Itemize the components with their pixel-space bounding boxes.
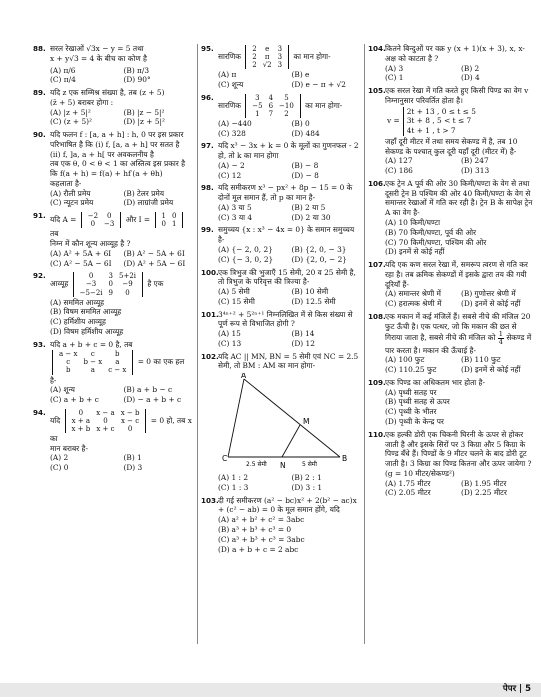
question-number: 101. — [201, 309, 219, 319]
option-b[interactable]: (B) 1.95 मीटर — [461, 478, 507, 488]
question-text: यदि एक कण सरल रेखा में, समरूप त्वरण से गति कर रहा है। तब क्रमिक सेकण्डों में इसके द्वारा तय की गयी दूरियाँ हैं- — [385, 260, 528, 289]
option-a[interactable]: (A) रौली प्रमेय — [50, 188, 91, 198]
option-a[interactable]: (A) 1.75 मीटर — [385, 478, 431, 488]
question-text: सेकण्ड में पार करता है। मकान की ऊँचाई है- — [385, 333, 532, 355]
question-text: एक त्रिभुज की भुजाएँ 15 सेमी, 20 व 25 सेमी है, तो त्रिभुज के परिवृत्त की त्रिज्या है- — [218, 267, 356, 287]
option-b[interactable]: (B) टेलर प्रमेय — [123, 188, 165, 198]
triangle-diagram — [222, 373, 352, 471]
option-c[interactable]: (C) {− 3, 0, 2} — [218, 254, 274, 264]
option-a[interactable]: (A) समान्तर श्रेणी में — [385, 289, 441, 299]
question-text: तब — [50, 229, 59, 239]
question-number: 95. — [201, 44, 214, 53]
option-b[interactable]: (B) |z − 5|² — [123, 107, 165, 117]
question-text: सारणिक — [218, 100, 241, 110]
option-b[interactable]: (B) A² − 5A + 6I — [123, 248, 185, 258]
option-c[interactable]: (C) 328 — [218, 128, 246, 138]
determinant: a − x c b c b − x a b a c − x — [52, 350, 133, 374]
question-number: 94. — [33, 407, 46, 417]
question-98 — [201, 183, 361, 222]
option-b[interactable]: (B) पृथ्वी सतह से ऊपर — [385, 397, 450, 407]
option-d[interactable]: (D) 313 — [461, 166, 490, 176]
vertex-label-n: N — [280, 461, 286, 471]
question-107 — [368, 260, 533, 309]
option-c[interactable]: (C) 13 — [218, 338, 242, 348]
question-text: है- — [50, 375, 57, 385]
option-a[interactable]: (A) A² + 5A + 6I — [50, 248, 112, 258]
question-104 — [368, 44, 533, 83]
option-a[interactable]: (A) सममित आव्यूह — [50, 297, 105, 307]
question-108 — [368, 312, 533, 375]
question-text: यदि x³ − 3x + k = 0 के मूलों का गुणनफल - 2 हो, तो k का मान होगा — [218, 141, 359, 161]
option-d[interactable]: (D) a + b + c = 2 abc — [218, 544, 299, 554]
question-text: यदि AC || MN, BN = 5 सेमी एवं NC = 2.5 सेमी, तो BM : AM का मान होगा- — [218, 351, 359, 371]
option-c[interactable]: (C) (z + 5)² — [50, 117, 92, 127]
determinant: 0 x − a x − b x + a 0 x − c x + b x + c 0 — [65, 409, 147, 433]
question-text: आव्यूह — [50, 279, 69, 289]
question-91 — [33, 211, 193, 268]
option-b[interactable]: (B) − 8 — [291, 160, 319, 170]
column-1 — [33, 44, 193, 476]
option-a[interactable]: (A) a² + b² + c² = 3abc — [218, 515, 305, 525]
option-b[interactable]: (B) 14 — [291, 329, 315, 339]
question-text: एक हल्की डोरी एक चिकनी घिरनी के ऊपर से होकर जाती है और इसके सिरों पर 3 किग्रा और 5 किग्रा के पिण्ड बँधे हैं। पिण्डों के 9 मीटर चलने के बाद डोरी टूट जाती है। 3 किग्रा का पिण्ड कितना और ऊपर जायेगा ? (g = 10 मीटर/सेकण्ड²) — [385, 429, 532, 478]
question-text: 3⁴ⁿ⁺² + 5²ⁿ⁺¹ निम्नलिखित में से किस संख्या से पूर्ण रूप से विभाजित होगी ? — [218, 309, 353, 329]
option-d[interactable]: (D) 12 — [291, 338, 315, 348]
question-number: 107. — [368, 260, 386, 270]
fraction — [498, 331, 504, 345]
length-label-nc: 2.5 सेमी — [246, 461, 267, 469]
question-number: 92. — [33, 271, 46, 281]
question-102 — [201, 352, 361, 493]
option-c[interactable]: (C) A² − 5A − 6I — [50, 258, 112, 268]
question-text: निम्न में कौन शून्य आव्यूह है ? — [50, 239, 131, 249]
option-d[interactable]: (D) |z + 5|² — [123, 117, 165, 127]
option-a[interactable]: (A) −440 — [218, 118, 252, 128]
question-94 — [33, 408, 193, 473]
matrix: 0 3 5+2i −3 0 −9 −5−2i 9 0 — [73, 272, 143, 296]
option-b[interactable]: (B) 2 या 5 — [291, 202, 326, 212]
question-text: = 0 का एक हल — [137, 357, 185, 367]
question-text: यदि समीकरण x³ − px² + 8p − 15 = 0 के दोनों मूल समान हैं, तो p का मान है- — [218, 183, 353, 203]
option-d[interactable]: (D) विषम हर्मिशीय आव्यूह — [50, 326, 124, 336]
option-c[interactable]: (C) शून्य — [218, 79, 244, 89]
column-divider — [197, 44, 198, 644]
option-b[interactable]: (B) 70 किमी/घण्टा, पूर्व की ओर — [385, 227, 477, 237]
option-c[interactable]: (C) पृथ्वी के भीतर — [385, 407, 437, 417]
length-label-bn: 5 सेमी — [302, 461, 317, 469]
option-c[interactable]: (C) a + b + c — [50, 395, 99, 405]
question-text: जहाँ दूरी मीटर में तथा समय सेकण्ड में है, तब 10 सेकण्ड के पश्चात् कुल दूरी यहाँ दूरी (मीटर में) है- — [385, 136, 518, 156]
option-c[interactable]: (C) 1 — [385, 73, 404, 83]
question-text: का मान होगा- — [305, 100, 343, 110]
option-c[interactable]: (C) 186 — [385, 166, 413, 176]
option-b[interactable]: (B) {2, 0, − 3} — [291, 245, 347, 254]
question-100 — [201, 268, 361, 307]
option-a[interactable]: (A) 15 — [218, 329, 241, 339]
question-number: 97. — [201, 141, 214, 151]
question-text: मान बराबर है- — [50, 443, 88, 453]
option-c[interactable]: (C) 12 — [218, 170, 242, 180]
question-105 — [368, 86, 533, 176]
option-a[interactable]: (A) {− 2, 0, 2} — [218, 245, 273, 254]
question-text: x + y√3 = 4 के बीच का कोण है — [50, 53, 147, 63]
option-a[interactable]: (A) पृथ्वी सतह पर — [385, 387, 437, 397]
option-b[interactable]: (B) 110 फुट — [461, 355, 501, 365]
question-number: 91. — [33, 211, 46, 221]
column-2 — [201, 44, 361, 557]
option-c[interactable]: (C) 15 सेमी — [218, 296, 255, 306]
option-d[interactable]: (D) 4 — [461, 73, 480, 83]
option-a[interactable]: (A) − 2 — [218, 160, 245, 170]
option-a[interactable]: (A) |z + 5|² — [50, 107, 91, 117]
option-d[interactable]: (D) 2.25 मीटर — [461, 488, 507, 498]
option-b[interactable]: (B) विषम सममित आव्यूह — [50, 307, 122, 317]
option-a[interactable]: (A) 2 — [50, 453, 69, 463]
question-text: यदि फलन f : [a, a + h] : h, 0 पर इस प्रकार परिभाषित है कि (i) f, [a, a + h] पर सतत है (ii) f, ]a, a + h[ पर अवकलनीय है तब एक θ, 0 < θ < 1 का अस्तित्व इस प्रकार है कि f(a + h) = f(a) + hf′(a + θh) कहलाता है- — [50, 130, 186, 188]
question-text: का मान होगा- — [293, 52, 331, 62]
vertex-label-m: M — [303, 417, 310, 427]
option-b[interactable]: (B) 2 — [461, 63, 480, 73]
option-b[interactable]: (B) a + b − c — [123, 385, 173, 395]
question-88 — [33, 44, 193, 85]
side-ab — [244, 379, 340, 457]
piece-3: 4t + 1 , t > 7 — [406, 126, 456, 136]
determinant: 2 e 3 2 π 3 2 √2 3 — [245, 45, 289, 69]
option-d[interactable]: (D) 3 — [123, 463, 143, 473]
option-d[interactable]: (D) लाग्रांजी प्रमेय — [123, 198, 174, 208]
option-a[interactable]: (A) 3 या 5 — [218, 202, 252, 212]
option-a[interactable]: (A) शून्य — [50, 385, 75, 395]
question-109 — [368, 378, 533, 427]
piece-2: 3t + 8 , 5 < t ≤ 7 — [406, 116, 472, 126]
question-number: 105. — [368, 86, 386, 96]
question-106 — [368, 179, 533, 257]
option-d[interactable]: (D) e − π + √2 — [291, 79, 346, 89]
question-90 — [33, 130, 193, 208]
question-text: एक पिण्ड का अधिकतम भार होता है- — [385, 377, 485, 387]
question-92 — [33, 271, 193, 336]
option-d[interactable]: (D) इनमें से कोई नहीं — [461, 299, 521, 309]
question-number: 100. — [201, 267, 219, 277]
option-d[interactable]: (D) − a + b + c — [123, 395, 182, 405]
question-number: 99. — [201, 225, 214, 235]
option-b[interactable]: (B) e — [291, 70, 310, 80]
option-d[interactable]: (D) {2, 0, − 2} — [291, 254, 347, 264]
option-a[interactable]: (A) π — [218, 70, 237, 80]
question-text: और I = — [125, 215, 151, 225]
question-text: एक ट्रेन A पूर्व की ओर 30 किमी/घण्टा के वेग से तथा दूसरी ट्रेन B पश्चिम की ओर 40 किमी/घण्टा के वेग से समान्तर रेखाओं में गति कर रही है। ट्रेन B के सापेक्ष ट्रेन A का वेग है- — [385, 178, 533, 218]
side-ac — [228, 379, 244, 457]
option-c[interactable]: (C) a³ + b³ + c³ = 3abc — [218, 534, 305, 544]
option-c[interactable]: (C) π/4 — [50, 75, 76, 85]
identity-matrix: 1 0 0 1 — [155, 212, 184, 228]
page-number: पेपर | 5 — [502, 684, 531, 694]
option-c[interactable]: (C) 0 — [50, 463, 69, 473]
option-a[interactable]: (A) 1 : 2 — [218, 473, 249, 483]
option-a[interactable]: (A) 5 सेमी — [218, 287, 250, 297]
question-text: यदि — [50, 415, 61, 425]
option-b[interactable]: (B) 0 — [291, 118, 310, 128]
option-d[interactable]: (D) इनमें से कोई नहीं — [385, 247, 445, 257]
option-d[interactable]: (D) − 8 — [291, 170, 319, 180]
option-a[interactable]: (A) 10 किमी/घण्टा — [385, 218, 441, 228]
question-text: दी गई समीकरण (a² − bc)x² + 2(b² − ac)x + (c² − ab) = 0 के मूल समान होंगे, यदि — [218, 495, 357, 515]
column-divider — [364, 44, 365, 644]
matrix-a: −2 0 0 −3 — [81, 212, 122, 228]
option-a[interactable]: (A) π/6 — [50, 65, 76, 75]
question-number: 102. — [201, 351, 219, 361]
option-b[interactable]: (B) π/3 — [123, 65, 150, 75]
determinant: 3 4 5 −5 6 −10 1 7 2 — [245, 94, 301, 118]
question-99 — [201, 225, 361, 264]
option-d[interactable]: (D) पृथ्वी के केन्द्र पर — [385, 416, 444, 426]
question-number: 89. — [33, 88, 46, 98]
question-text: सरल रेखाओं √3x − y = 5 तथा — [50, 44, 144, 53]
numerator: 1 — [498, 330, 503, 339]
question-97 — [201, 141, 361, 180]
question-text: एक मकान में कई मंजिलें हैं। सबसे नीचे की मंजिल 20 फुट ऊँची है। एक पत्थर, जो कि मकान की छत से गिराया जाता है, सबसे नीचे की मंजिल को — [385, 311, 531, 343]
question-number: 109. — [368, 377, 386, 387]
question-number: 96. — [201, 92, 214, 102]
question-number: 90. — [33, 130, 46, 140]
option-a[interactable]: (A) 127 — [385, 156, 413, 166]
option-b[interactable]: (B) 247 — [461, 156, 489, 166]
option-d[interactable]: (D) इनमें से कोई नहीं — [461, 365, 521, 375]
option-d[interactable]: (D) 484 — [291, 128, 320, 138]
piece-1: 2t + 13 , 0 ≤ t ≤ 5 — [406, 106, 476, 116]
question-number: 93. — [33, 339, 46, 349]
footer-bar — [0, 683, 541, 697]
question-text: एक सरल रेखा में गति करते हुए किसी पिण्ड का वेग v निम्नानुसार परिवर्तित होता है। — [385, 86, 529, 105]
option-b[interactable]: (B) गुणोत्तर श्रेणी में — [461, 289, 516, 299]
option-b[interactable]: (B) 2 : 1 — [291, 473, 322, 483]
velocity-label: v = — [387, 116, 400, 126]
option-a[interactable]: (A) 3 — [385, 63, 404, 73]
question-number: 108. — [368, 311, 386, 321]
option-d[interactable]: (D) 90° — [123, 75, 151, 85]
option-c[interactable]: (C) 110.25 फुट — [385, 365, 437, 375]
question-text: यदि A = — [50, 215, 77, 225]
option-d[interactable]: (D) A² + 5A − 6I — [123, 258, 186, 268]
question-text: = 0 हो, तब x का — [50, 415, 192, 443]
option-c[interactable]: (C) हर्मिशीय आव्यूह — [50, 317, 106, 327]
option-c[interactable]: (C) 70 किमी/घण्टा, पश्चिम की ओर — [385, 237, 487, 247]
option-c[interactable]: (C) हरात्मक श्रेणी में — [385, 299, 442, 309]
vertex-label-b: B — [342, 454, 348, 464]
option-d[interactable]: (D) 3 : 1 — [291, 482, 323, 492]
option-b[interactable]: (B) a³ + b³ + c³ = 0 — [218, 525, 292, 535]
option-c[interactable]: (C) न्यूटन प्रमेय — [50, 198, 94, 208]
question-89 — [33, 88, 193, 127]
question-text: यदि a + b + c = 0 है, तब — [50, 339, 133, 349]
question-text: (z̄ + 5) बराबर होगा : — [50, 97, 114, 107]
question-103 — [201, 496, 361, 555]
question-number: 88. — [33, 44, 46, 53]
option-b[interactable]: (B) 1 — [123, 453, 142, 463]
question-96 — [201, 93, 361, 139]
option-d[interactable]: (D) 2 या 30 — [291, 212, 331, 222]
option-c[interactable]: (C) 1 : 3 — [218, 482, 249, 492]
question-number: 110. — [368, 429, 386, 439]
piecewise-function — [403, 107, 476, 136]
vertex-label-c: C — [222, 454, 228, 464]
question-number: 103. — [201, 495, 219, 505]
denominator: 4 — [498, 338, 503, 347]
option-c[interactable]: (C) 3 या 4 — [218, 212, 253, 222]
question-number: 98. — [201, 183, 214, 193]
column-3 — [368, 44, 533, 501]
question-number: 106. — [368, 178, 386, 188]
question-95 — [201, 44, 361, 90]
option-c[interactable]: (C) 2.05 मीटर — [385, 488, 431, 498]
question-text: सारणिक — [218, 52, 241, 62]
question-93 — [33, 340, 193, 405]
question-text: यदि z एक सम्मिश्र संख्या है, तब (z + 5) — [50, 88, 165, 98]
question-101 — [201, 310, 361, 349]
option-b[interactable]: (B) 10 सेमी — [291, 287, 329, 297]
question-number: 104. — [368, 44, 386, 53]
vertex-label-a: A — [241, 373, 247, 381]
question-text: कितने बिन्दुओं पर वक्र y (x + 1)(x + 3), x, x-अक्ष को काटता है ? — [385, 44, 525, 63]
option-d[interactable]: (D) 12.5 सेमी — [291, 296, 336, 306]
option-a[interactable]: (A) 100 फुट — [385, 355, 425, 365]
question-110 — [368, 430, 533, 498]
question-text: है एक — [147, 279, 164, 289]
question-text: समुच्चय {x : x³ − 4x = 0} के समान समुच्चय है- — [218, 225, 355, 245]
segment-mn — [282, 425, 300, 457]
